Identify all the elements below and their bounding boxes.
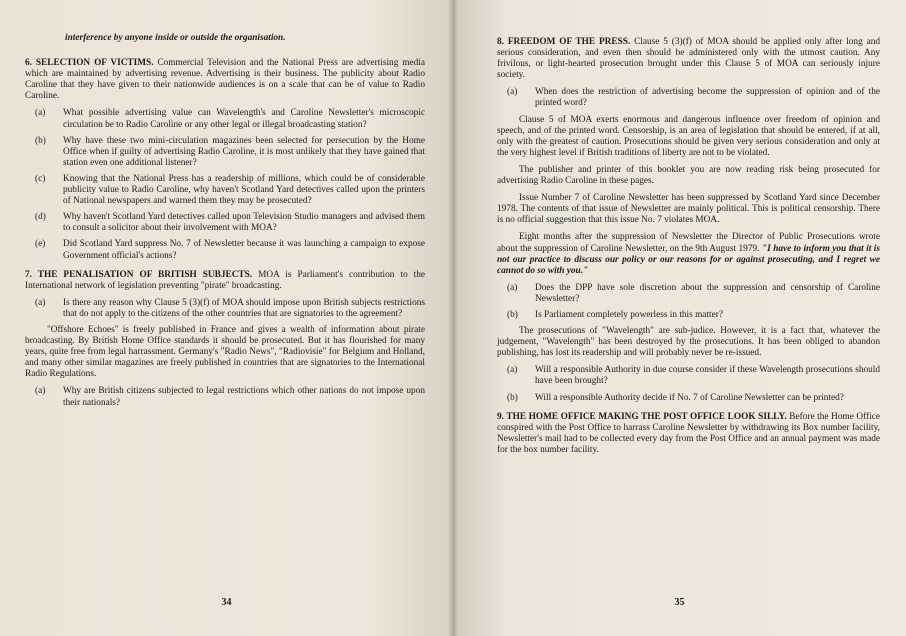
item-text: Why haven't Scotland Yard detectives called upon Television Studio managers and advised them to consult a solicitor about their involvement with MOA? xyxy=(63,212,425,234)
item-label: (d) xyxy=(35,212,46,223)
section-8 xyxy=(497,37,880,81)
question-item xyxy=(507,393,880,404)
dpp-questions xyxy=(497,283,880,321)
question-item xyxy=(35,174,425,207)
question-item xyxy=(35,212,425,234)
question-item xyxy=(35,136,425,169)
page-number-right: 35 xyxy=(674,596,685,608)
section-9-body: Before the Home Office conspired with the Post Office to harrass Caroline Newsletter by withdrawing its Box number facility, Newsletter's mail had to be collected every day from the Post Office and an annual payment was made for the box number facility. xyxy=(497,411,880,455)
wavelength-questions xyxy=(497,365,880,403)
intro-line: interference by anyone inside or outside the organisation. xyxy=(65,33,286,43)
item-label: (c) xyxy=(35,173,46,184)
item-text: Will a responsible Authority in due course consider if these Wavelength prosecutions should have been brought? xyxy=(535,365,880,387)
section-6-heading: 6. SELECTION OF VICTIMS. xyxy=(25,58,154,69)
page-right xyxy=(453,0,906,636)
item-label: (a) xyxy=(507,365,518,376)
dpp-quote: "I have to inform you that it is not our practice to discuss our policy or our reasons for or against prosecuting, and I regret we cannot do so with you." xyxy=(497,243,881,276)
item-text: When does the restriction of advertising become the suppression of opinion and of the printed word? xyxy=(535,87,880,109)
section-7-body: MOA is Parliament's contribution to the International network of legislation preventing "pirate" broadcasting. xyxy=(25,269,425,291)
section-7-heading: 7. THE PENALISATION OF BRITISH SUBJECTS. xyxy=(25,269,253,280)
section-8-heading: 8. FREEDOM OF THE PRESS. xyxy=(497,37,631,47)
item-label: (e) xyxy=(35,239,46,250)
section-6-body: Commercial Television and the National Press are advertising media which are maintained by advertising revenue. Advertising is their business. The publicity about Radio Caroline that they have given to their nationwide audiences is on a scale that can be of value to Radio Caroline. xyxy=(25,58,425,102)
question-item xyxy=(35,108,425,130)
section-7-question-a2 xyxy=(35,386,425,408)
item-label: (a) xyxy=(35,297,46,308)
item-label: (b) xyxy=(35,135,46,146)
item-label: (a) xyxy=(507,282,518,293)
item-label: (b) xyxy=(507,309,518,320)
item-text: Will a responsible Authority decide if No. 7 of Caroline Newsletter can be printed? xyxy=(535,392,844,403)
item-label: (a) xyxy=(507,87,518,98)
paragraph-dpp xyxy=(497,232,880,276)
item-text: Did Scotland Yard suppress No. 7 of Newsletter because it was launching a campaign to expose Government official's actions? xyxy=(63,239,425,261)
offshore-echoes-paragraph: "Offshore Echoes" is freely published in France and gives a wealth of information about pirate broadcasting. By British Home Office standards it should be prosecuted. But it has flourished for many years, quite free from legal harrassment. Germany's "Radio News", "Radiovisie" for Belgium and Holland, and many other similar magazines are freely published in countries that are signatories to the International Radio Regulations. xyxy=(25,324,425,380)
section-8-body: Clause 5 (3)(f) of MOA should be applied only after long and serious consideration, and even then should be administered only with the utmost caution. Any frivilous, or light-hearted prosecution brought under this Clause 5 of MOA can seriously injure society. xyxy=(497,37,881,81)
book-gutter xyxy=(448,0,458,636)
paragraph-wavelength: The prosecutions of "Wavelength" are sub-judice. However, it is a fact that, whatever the judgement, "Wavelength" has been destroyed by the prosecutions. It has been obliged to abandon publishing, has lost its readership and will probably never be re-issued. xyxy=(497,326,880,359)
item-text: Is there any reason why Clause 5 (3)(f) of MOA should impose upon British subjects restrictions that do not apply to the citizens of the other countries that are signatories to the agreement? xyxy=(63,297,425,319)
page-number-left: 34 xyxy=(221,596,232,608)
item-text: What possible advertising value can Wavelength's and Caroline Newsletter's microscopic circulation be to Radio Caroline or any other legal or illegal broadcasting station? xyxy=(63,108,425,130)
paragraph-issue-7: Issue Number 7 of Caroline Newsletter has been suppressed by Scotland Yard since December 1978. The contents of that issue of Newsletter are mainly political. This is political censorship. There is no official suggestion that this issue No. 7 violates MOA. xyxy=(497,193,880,226)
section-9 xyxy=(497,412,880,456)
question-item xyxy=(507,365,880,387)
item-text: Why are British citizens subjected to legal restrictions which other nations do not impose upon their nationals? xyxy=(63,386,425,408)
item-label: (a) xyxy=(35,108,46,119)
section-7-question-a xyxy=(35,298,425,320)
item-text: Is Parliament completely powerless in this matter? xyxy=(535,309,723,320)
question-item xyxy=(507,310,880,321)
paragraph-censorship: Clause 5 of MOA exerts enormous and dangerous influence over freedom of opinion and speech, and of the printed word. Censorship, is an area of legislation that should be entered, if at all, only with the greatest of caution. Prosecutions should be given very serious consideration and only at the very highest level if British traditions of liberty are not to be violated. xyxy=(497,114,880,158)
dpp-text: Eight months after the suppression of Newsletter the Director of Public Prosecutions wrote about the suppression of Caroline Newsletter, on the 9th August 1979. xyxy=(497,232,880,254)
section-7 xyxy=(25,270,425,292)
section-8-question-a xyxy=(507,87,880,109)
question-item xyxy=(35,239,425,261)
item-label: (a) xyxy=(35,386,46,397)
paragraph-publisher: The publisher and printer of this booklet you are now reading risk being prosecuted for advertising Radio Caroline in these pages. xyxy=(497,164,880,187)
item-text: Why have these two mini-circulation magazines been selected for persecution by the Home Office when if guilty of advertising Radio Caroline, it is most unlikely that they have gained that station even one additional listener? xyxy=(63,135,425,168)
section-6-questions xyxy=(25,108,425,261)
section-6 xyxy=(25,58,425,102)
item-label: (b) xyxy=(507,392,518,403)
section-9-heading: 9. THE HOME OFFICE MAKING THE POST OFFICE LOOK SILLY. xyxy=(497,411,787,422)
item-text: Does the DPP have sole discretion about the suppression and censorship of Caroline Newsletter? xyxy=(535,282,880,304)
question-item xyxy=(507,283,880,305)
item-text: Knowing that the National Press has a readership of millions, which could be of considerable publicity value to Radio Caroline, why haven't Scotland Yard detectives called upon the printers of National newspapers and warned them they may be prosecuted? xyxy=(63,173,425,207)
